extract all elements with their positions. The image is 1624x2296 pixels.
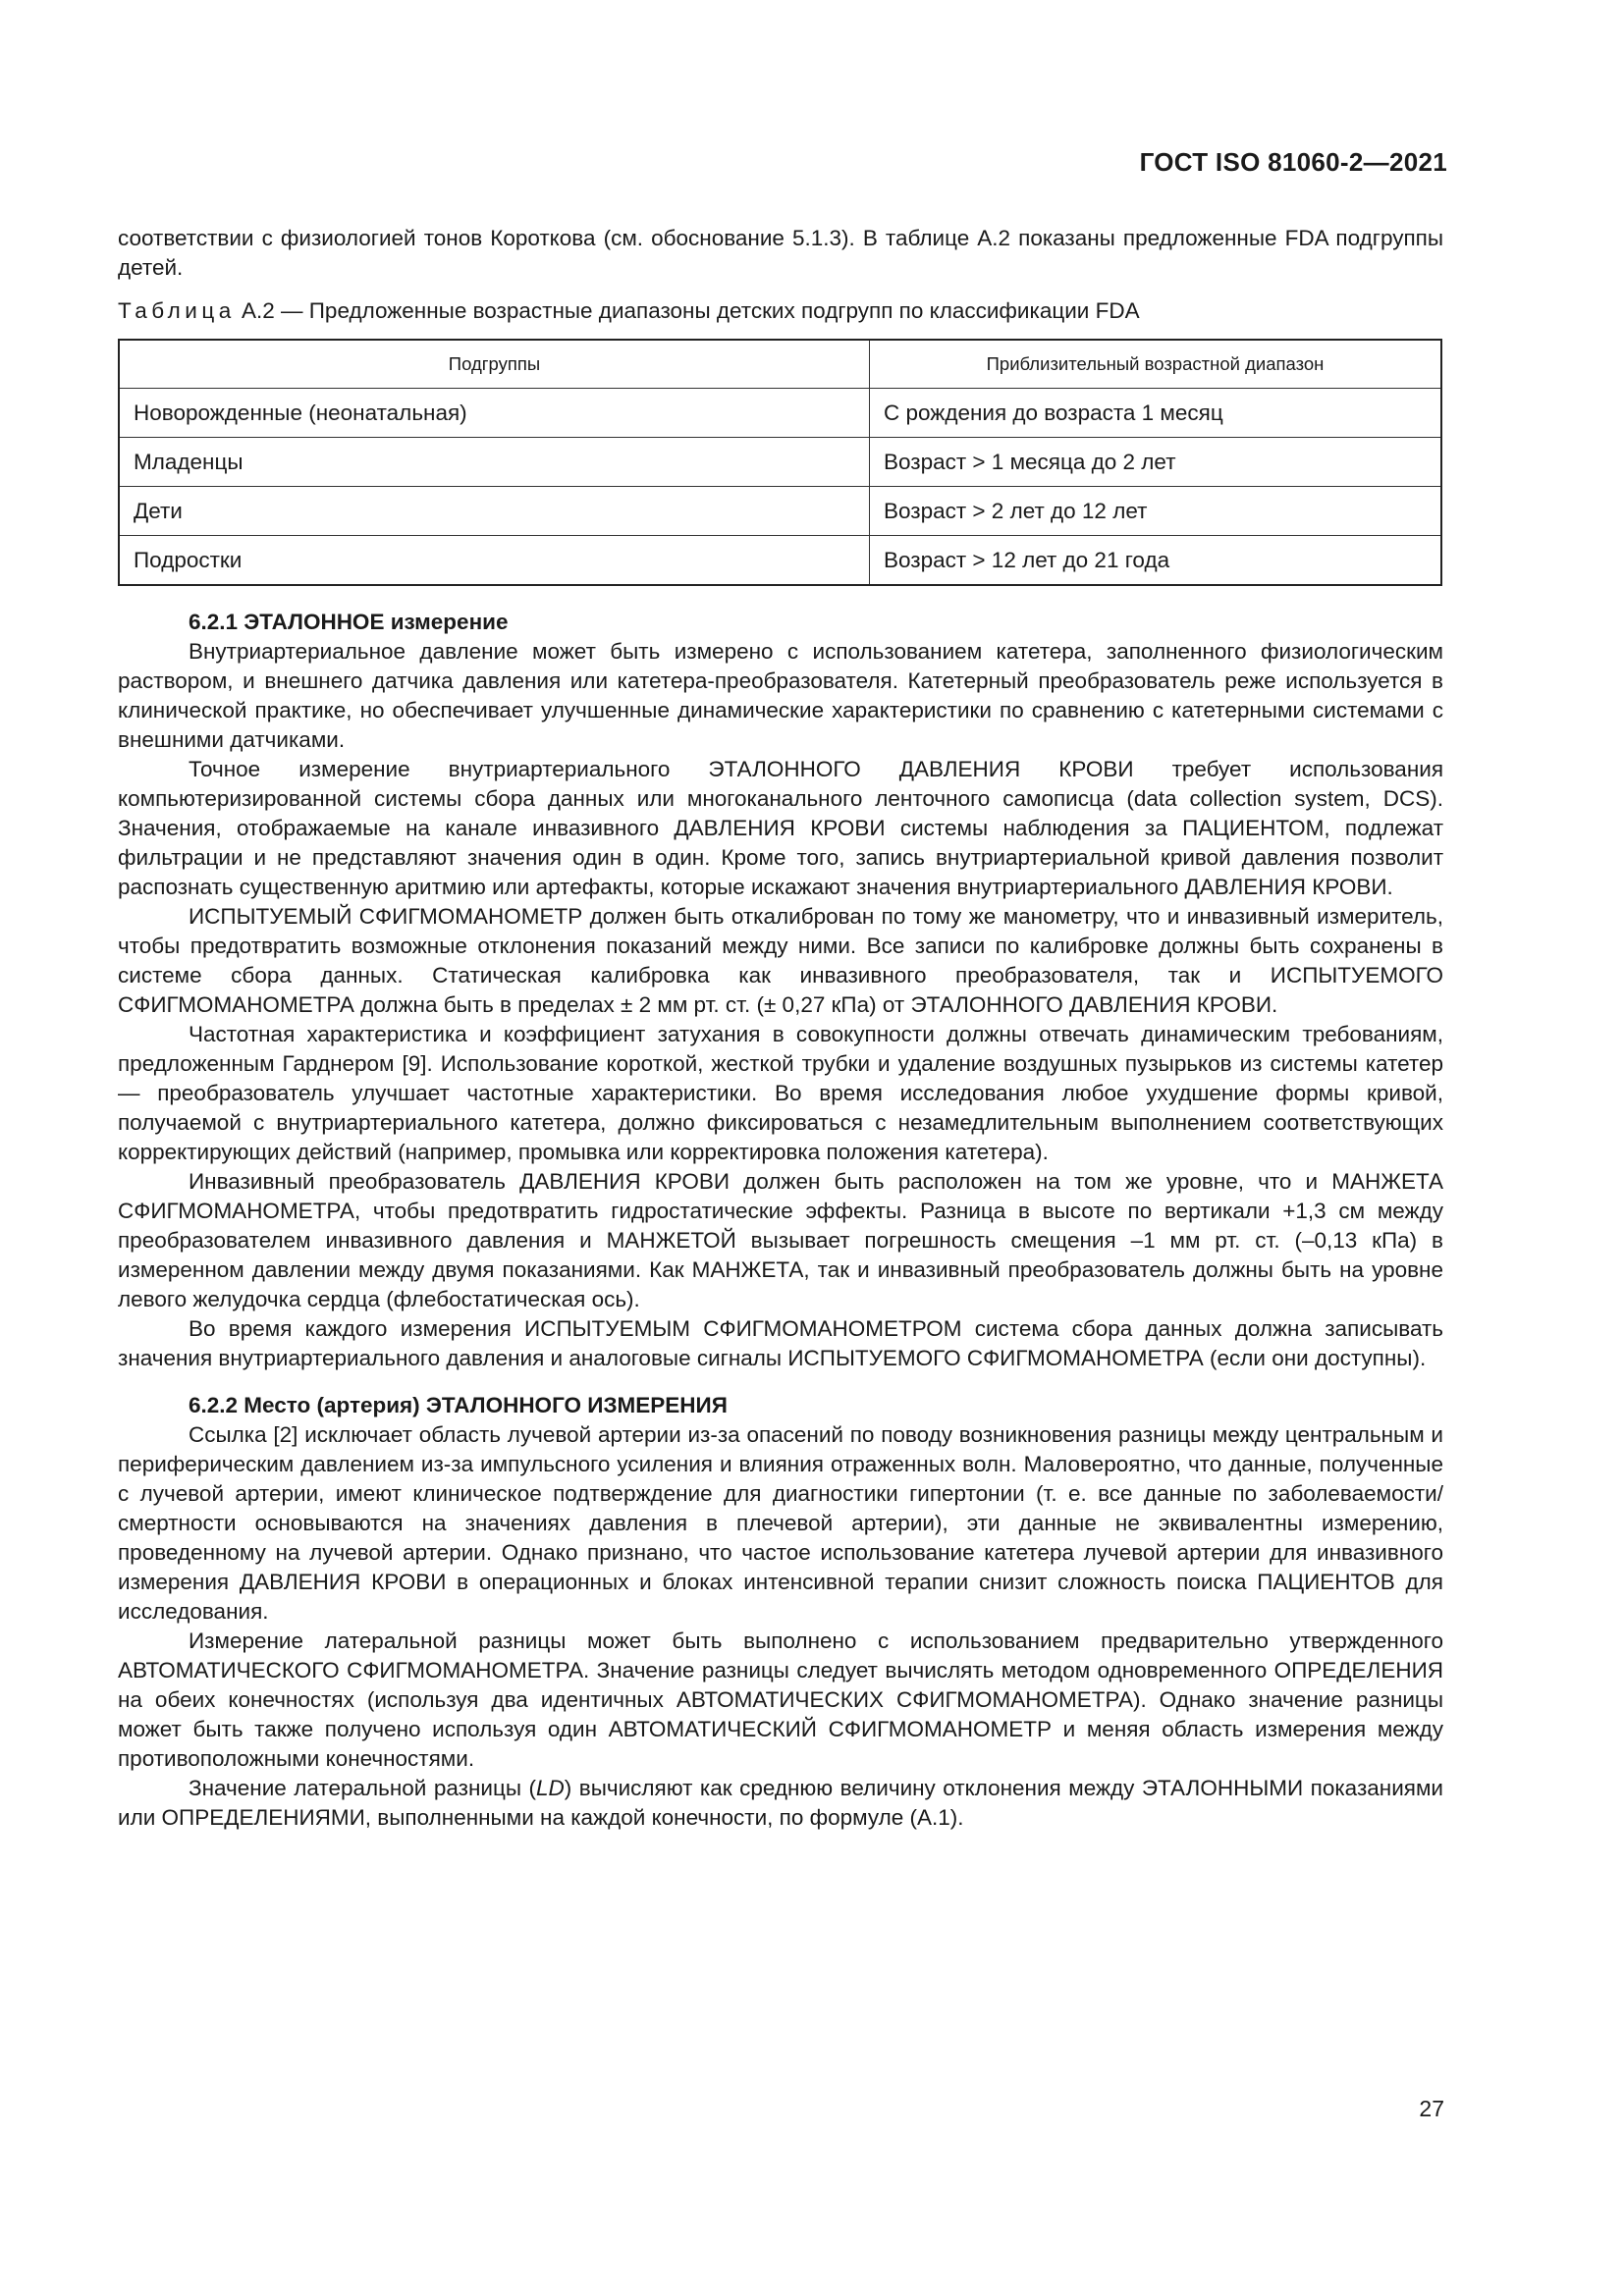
table-row [119, 389, 1441, 438]
section-6-2-1-paragraph: Частотная характеристика и коэффициент затухания в совокупности должны отвечать динамическим требованиям, предложенным Гарднером [9]. Использование короткой, жесткой трубки и удаление воздушных пузырьков из системы катетер — преобразователь улучшает частотные характеристики. Во время исследования любое ухудшение формы кривой, получаемой с внутриартериального катетера, должно фиксироваться с незамедлительным выполнением соответствующих корректирующих действий (например, промывка или корректировка положения катетера). [118, 1022, 1443, 1164]
table-cell-subgroup: Подростки [119, 536, 870, 586]
column-header-age-range: Приблизительный возрастной диапазон [870, 340, 1442, 389]
section-6-2-2-paragraph: Измерение латеральной разницы может быть выполнено с использованием предварительно утвержденного АВТОМАТИЧЕСКОГО СФИГМОМАНОМЕТРА. Значение разницы следует вычислять методом одновременного ОПРЕДЕЛЕНИЯ на обеих конечностях (используя два идентичных АВТОМАТИЧЕСКИХ СФИГМОМАНОМЕТРА). Однако значение разницы может быть также получено используя один АВТОМАТИЧЕСКИЙ СФИГМОМАНОМЕТР и меняя область измерения между противоположными конечностями. [118, 1629, 1443, 1771]
section-6-2-1-paragraph: Инвазивный преобразователь ДАВЛЕНИЯ КРОВИ должен быть расположен на том же уровне, что и МАНЖЕТА СФИГМОМАНОМЕТРА, чтобы предотвратить гидростатические эффекты. Разница в высоте по вертикали +1,3 см между преобразователем инвазивного давления и МАНЖЕТОЙ вызывает погрешность смещения –1 мм рт. ст. (–0,13 кПа) в измеренном давлении между двумя показаниями. Как МАНЖЕТА, так и инвазивный преобразователь должны быть на уровне левого желудочка сердца (флебостатическая ось). [118, 1169, 1443, 1311]
table-cell-age-range: Возраст > 1 месяца до 2 лет [870, 438, 1442, 487]
table-caption-label: Таблица [118, 298, 236, 323]
section-6-2-1-paragraph: ИСПЫТУЕМЫЙ СФИГМОМАНОМЕТР должен быть откалиброван по тому же манометру, что и инвазивный измеритель, чтобы предотвратить возможные отклонения показаний между ними. Все записи по калибровке должны быть сохранены в системе сбора данных. Статическая калибровка как инвазивного преобразователя, так и ИСПЫТУЕМОГО СФИГМОМАНОМЕТРА должна быть в пределах ± 2 мм рт. ст. (± 0,27 кПа) от ЭТАЛОННОГО ДАВЛЕНИЯ КРОВИ. [118, 904, 1443, 1017]
ld-symbol: LD [536, 1776, 565, 1800]
section-6-2-2-heading: 6.2.2 Место (артерия) ЭТАЛОННОГО ИЗМЕРЕНИЯ [189, 1393, 728, 1417]
column-header-subgroups: Подгруппы [119, 340, 870, 389]
section-6-2-1-paragraph: Во время каждого измерения ИСПЫТУЕМЫМ СФИГМОМАНОМЕТРОМ система сбора данных должна записывать значения внутриартериального давления и аналоговые сигналы ИСПЫТУЕМОГО СФИГМОМАНОМЕТРА (если они доступны). [118, 1316, 1443, 1370]
document-id-header: ГОСТ ISO 81060-2—2021 [1139, 147, 1447, 177]
section-6-2-2-paragraph: Ссылка [2] исключает область лучевой артерии из-за опасений по поводу возникновения разницы между центральным и периферическим давлением из-за импульсного усиления и влияния отраженных волн. Маловероятно, что данные, полученные с лучевой артерии, имеют клиническое подтверждение для диагностики гипертонии (т. е. все данные по заболеваемости/смертности основываются на значениях давления в плечевой артерии), эти данные не эквивалентны измерению, проведенному на лучевой артерии. Однако признано, что частое использование катетера лучевой артерии для инвазивного измерения ДАВЛЕНИЯ КРОВИ в операционных и блоках интенсивной терапии снизит сложность поиска ПАЦИЕНТОВ для исследования. [118, 1422, 1443, 1624]
table-caption [118, 296, 1443, 326]
section-6-2-1-heading: 6.2.1 ЭТАЛОННОЕ измерение [189, 610, 509, 634]
page-number: 27 [1419, 2096, 1444, 2121]
table-cell-age-range: Возраст > 12 лет до 21 года [870, 536, 1442, 586]
table-header-row [119, 340, 1441, 389]
table-cell-age-range: С рождения до возраста 1 месяц [870, 389, 1442, 438]
page-content [118, 224, 1443, 1833]
table-cell-subgroup: Новорожденные (неонатальная) [119, 389, 870, 438]
age-subgroups-table [118, 339, 1442, 586]
table-caption-text: A.2 — Предложенные возрастные диапазоны детских подгрупп по классификации FDA [235, 298, 1140, 323]
ld-text-part2: ) вычисляют как среднюю величину отклонения между ЭТАЛОННЫМИ показаниями или ОПРЕДЕЛЕНИЯМИ, выполненными на каждой конечности, по формуле (А.1). [118, 1776, 1443, 1830]
table-row [119, 487, 1441, 536]
table-row [119, 438, 1441, 487]
table-row [119, 536, 1441, 586]
ld-text-part1: Значение латеральной разницы ( [189, 1776, 536, 1800]
section-6-2-1-paragraph: Точное измерение внутриартериального ЭТАЛОННОГО ДАВЛЕНИЯ КРОВИ требует использования компьютеризированной системы сбора данных или многоканального ленточного самописца (data collection system, DCS). Значения, отображаемые на канале инвазивного ДАВЛЕНИЯ КРОВИ системы наблюдения за ПАЦИЕНТОМ, подлежат фильтрации и не представляют значения один в один. Кроме того, запись внутриартериальной кривой давления позволит распознать существенную аритмию или артефакты, которые искажают значения внутриартериального ДАВЛЕНИЯ КРОВИ. [118, 757, 1443, 899]
section-6-2-1-paragraph: Внутриартериальное давление может быть измерено с использованием катетера, заполненного физиологическим раствором, и внешнего датчика давления или катетера-преобразователя. Катетерный преобразователь реже используется в клинической практике, но обеспечивает улучшенные динамические характеристики по сравнению с катетерными системами с внешними датчиками. [118, 639, 1443, 752]
table-cell-age-range: Возраст > 2 лет до 12 лет [870, 487, 1442, 536]
table-cell-subgroup: Младенцы [119, 438, 870, 487]
section-6-2-2-last-paragraph [118, 1774, 1443, 1833]
table-cell-subgroup: Дети [119, 487, 870, 536]
intro-paragraph: соответствии с физиологией тонов Короткова (см. обоснование 5.1.3). В таблице A.2 показаны предложенные FDA подгруппы детей. [118, 226, 1443, 280]
